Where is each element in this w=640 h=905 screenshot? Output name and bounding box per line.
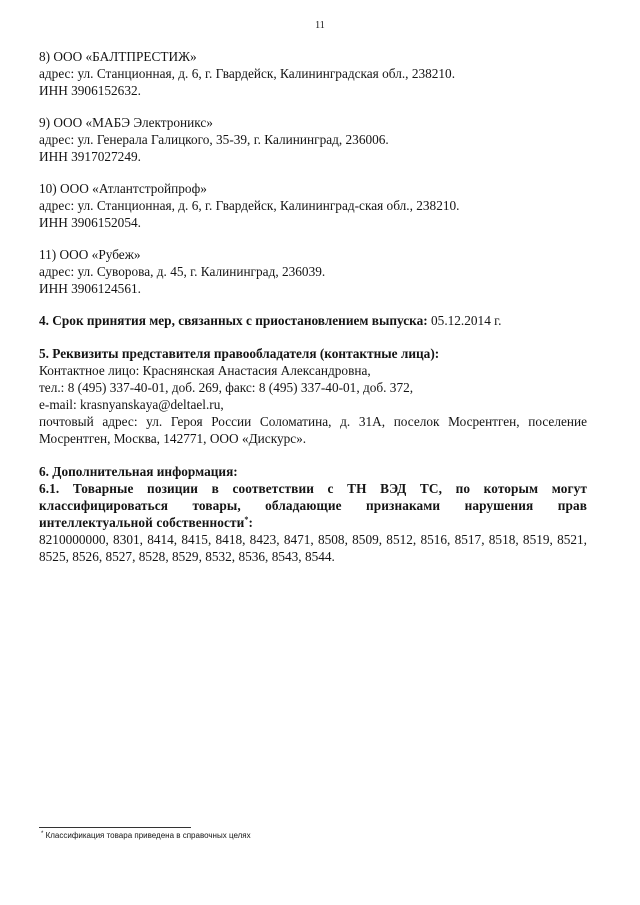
company-entry-8 bbox=[39, 48, 587, 99]
section-representative bbox=[39, 345, 587, 447]
section-4-line bbox=[39, 312, 587, 329]
document-body bbox=[39, 48, 587, 581]
section-release-deadline bbox=[39, 312, 587, 329]
company-entry-9 bbox=[39, 114, 587, 165]
company-title: 8) ООО «БАЛТПРЕСТИЖ» bbox=[39, 49, 197, 64]
subsection-6-1-colon: : bbox=[248, 515, 254, 530]
company-address: адрес: ул. Генерала Галицкого, 35-39, г. Калининград, 236006. bbox=[39, 132, 389, 147]
company-entry-10 bbox=[39, 180, 587, 231]
footnote-text: Классификация товара приведена в справочных целях bbox=[45, 831, 251, 840]
subsection-6-1-title bbox=[39, 480, 587, 531]
section-5-title: 5. Реквизиты представителя правообладателя (контактные лица): bbox=[39, 346, 440, 361]
footnote-mark: * bbox=[41, 831, 44, 837]
section-6-title: 6. Дополнительная информация: bbox=[39, 464, 238, 479]
company-address: адрес: ул. Станционная, д. 6, г. Гвардейск, Калининград-ская обл., 238210. bbox=[39, 198, 460, 213]
contact-email: e-mail: krasnyanskaya@deltael.ru, bbox=[39, 397, 224, 412]
company-entry-11 bbox=[39, 246, 587, 297]
footnote-reference: * bbox=[244, 515, 249, 524]
subsection-6-1-text: 6.1. Товарные позиции в соответствии с ТН ВЭД ТС, по которым могут классифицироваться товары, обладающие признаками нарушения прав интеллектуальной собственности bbox=[39, 481, 587, 530]
company-title: 9) ООО «МАБЭ Электроникс» bbox=[39, 115, 213, 130]
company-address: адрес: ул. Суворова, д. 45, г. Калининград, 236039. bbox=[39, 264, 326, 279]
company-inn: ИНН 3906152054. bbox=[39, 215, 141, 230]
contact-phone: тел.: 8 (495) 337-40-01, доб. 269, факс: 8 (495) 337-40-01, доб. 372, bbox=[39, 380, 414, 395]
company-title: 11) ООО «Рубеж» bbox=[39, 247, 141, 262]
company-title: 10) ООО «Атлантстройпроф» bbox=[39, 181, 207, 196]
section-additional-info bbox=[39, 463, 587, 565]
footnote-divider bbox=[39, 827, 191, 828]
postal-address: почтовый адрес: ул. Героя России Соломатина, д. 31А, поселок Мосрентген, поселение Мосрентген, Москва, 142771, ООО «Дискурс». bbox=[39, 414, 587, 446]
footnote bbox=[41, 831, 251, 840]
commodity-codes: 8210000000, 8301, 8414, 8415, 8418, 8423, 8471, 8508, 8509, 8512, 8516, 8517, 8518, 8519, 8521, 8525, 8526, 8527, 8528, 8529, 8532, 8536, 8543, 8544. bbox=[39, 532, 587, 564]
section-4-title: 4. Срок принятия мер, связанных с приостановлением выпуска: bbox=[39, 313, 428, 328]
company-address: адрес: ул. Станционная, д. 6, г. Гвардейск, Калининградская обл., 238210. bbox=[39, 66, 456, 81]
company-inn: ИНН 3906124561. bbox=[39, 281, 141, 296]
company-inn: ИНН 3917027249. bbox=[39, 149, 141, 164]
page-number: 11 bbox=[315, 20, 325, 31]
section-4-value: 05.12.2014 г. bbox=[431, 313, 502, 328]
company-inn: ИНН 3906152632. bbox=[39, 83, 141, 98]
contact-person: Контактное лицо: Краснянская Анастасия Александровна, bbox=[39, 363, 371, 378]
